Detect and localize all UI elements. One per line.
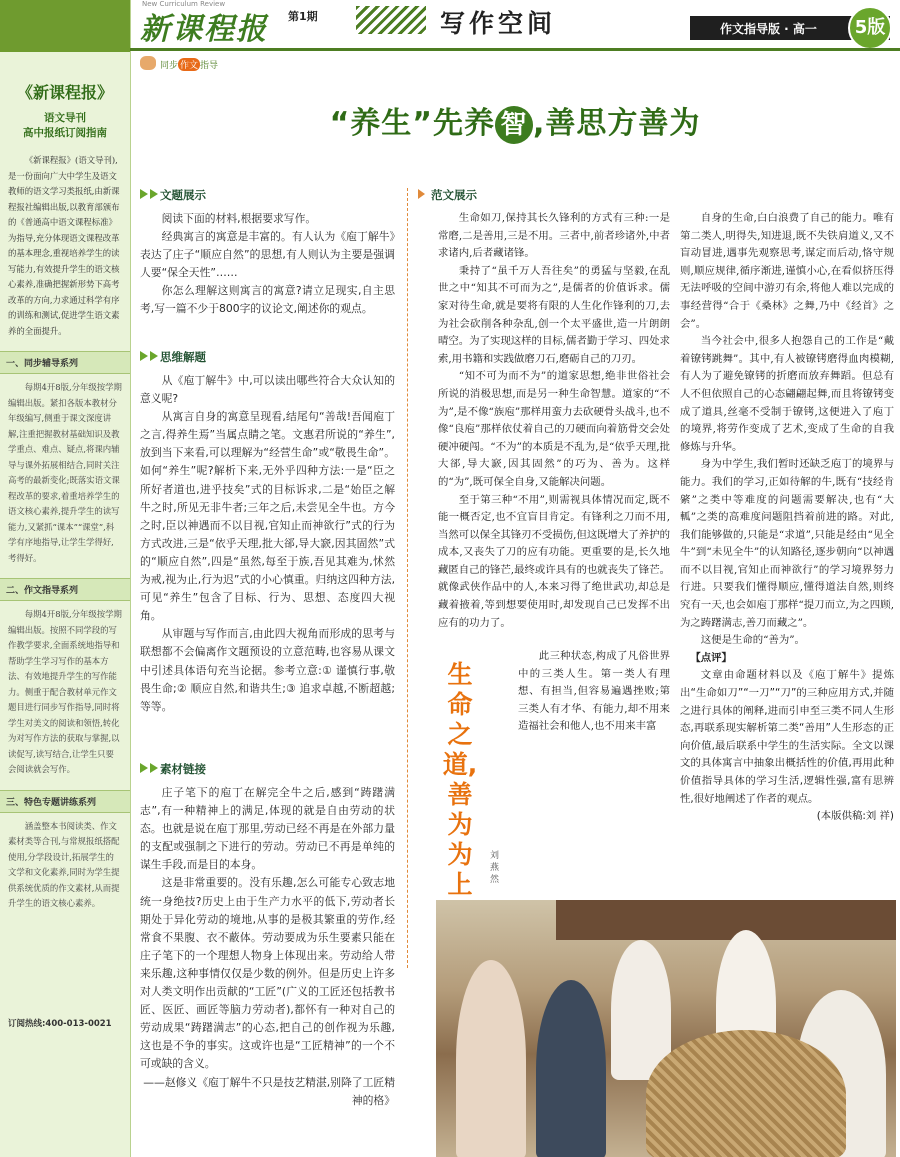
credit: (本版供稿:刘 祥) [816, 810, 894, 823]
triangle-icon [150, 763, 158, 773]
header-rule [130, 48, 900, 51]
paragraph: 从《庖丁解牛》中,可以读出哪些符合大众认知的意义呢? [140, 374, 395, 406]
sidebar-title: 《新课程报》 [16, 83, 113, 102]
paragraph: 从寓言自身的寓意呈现看,结尾句“善哉!吾闻庖丁之言,得养生焉”当属点睛之笔。文惠君所说的“养生”,放到当下来看,可以理解为“经营生命”或“敬畏生命”。如何“养生”呢?解析下来,无外乎四种方法:一是“臣之所好者道也,进乎技矣”式的目标诉求,二是“始臣之解牛之时,所见无非牛者;三年之后,未尝见全牛也。方今之时,臣以神遇而不以目视,官知止而神欲行”式的行为方式改进,三是“依乎天理,批大郤,导大窾,因其固然”式的“顺应自然”,四是“虽然,每至于族,吾见其难为,怵然为戒,视为止,行为迟”式的小心慎重。归纳这四种方法,可见“养生”包含了目标、行为、思想、态度四大视角。 [140, 410, 395, 623]
paragraph: “知不可为而不为”的道家思想,绝非世俗社会所说的消极思想,而是另一种生命智慧。道家的“不为”,是不像“族庖”那样用蛮力去砍硬骨头战斗,也不像“良庖”那样依仗着自己的刀硬而向着筋骨交会处硬冲硬闯。“不为”的本质是不乱为,是“依乎天理,批大郤,导大窾,因其固然”的巧为、善为。这样的“为”,既可保全自身,又能解决问题。 [438, 370, 670, 488]
comment-text: 文章由命题材料以及《庖丁解牛》提炼出“生命如刀”“一刀”“刀”的三种应用方式,并随之进行具体的阐释,进而引申至三类不同人生形态,再联系现实解析第二类“善用”人生形态的正向价值,最后联系中学生的生活实际。全文以课文的具体寓言中抽象出概括性的价值,再用此种价值指导具体的学习生活,逻辑性强,富有思辨性,很好地阐述了作者的观点。 [680, 669, 894, 805]
section-title: 文题展示 [160, 188, 206, 202]
sidebar-section-title: 三、特色专题讲练系列 [0, 790, 130, 813]
page-header [130, 0, 900, 52]
section-heading-material [140, 760, 206, 778]
photo-person [456, 960, 526, 1157]
paragraph: 经典寓言的寓意是丰富的。有人认为《庖丁解牛》表达了庄子“顺应自然”的思想,有人则认为主要是强调人要“保全天性”…… [140, 230, 395, 280]
brand-english: New Curriculum Review [142, 0, 226, 8]
sidebar-subtitle-2: 高中报纸订阅指南 [23, 127, 107, 139]
paragraph: 阅读下面的材料,根据要求写作。 [161, 212, 317, 225]
triangle-icon [140, 763, 148, 773]
sidebar-section-title: 一、同步辅导系列 [0, 351, 130, 374]
subscription-hotline: 订阅热线:400-013-0021 [8, 1019, 112, 1029]
sidebar-section-text: 每期4开8版,分年级按学期编辑出版。紧扣各版本教材分年级编写,侧重于课文深度讲解,注重把握教材基础知识及教学重点、难点、疑点,将课内辅导与课外拓展相结合,同时关注高考的最新变化;既落实语文课程改革的要求,着重培养学生的语文核心素养,提升学生的读写能力,又紧抓“课本”“课堂”,科学有序地指导,让学生学得好,考得好。 [8, 382, 122, 563]
essay-column-2 [680, 210, 894, 826]
triangle-icon [150, 351, 158, 361]
sidebar [0, 0, 131, 1157]
paragraph: 庄子笔下的庖丁在解完全牛之后,感到“踌躇满志”,有一种精神上的满足,体现的就是自由劳动的状态。也就是说在庖丁那里,劳动已经不再是在外部力量的支配或强制之下进行的劳动。劳动已不再是单纯的谋生手段,而是目的本身。 [140, 786, 395, 872]
sidebar-subtitle: 语文导刊 [44, 112, 86, 124]
material-text [140, 784, 395, 1110]
section-heading-essay [418, 186, 477, 204]
headline-highlight: 智 [495, 106, 533, 144]
sidebar-section-text: 每期4开8版,分年级按学期编辑出版。按照不同学段的写作教学要求,全面系统地指导和帮助学生学习写作的基本方法、有效地提升学生的写作能力。侧重于配合教材单元作文题目进行同步写作指导,同时将学生对美文的阅读和领悟,转化为对写作方法的获取与掌握,以读促写,读写结合,让学生只要会阅读就会写作。 [8, 609, 122, 774]
essay-column-1-continued [518, 648, 670, 736]
headline [130, 98, 900, 144]
section-title: 思维解题 [160, 350, 206, 364]
guide-suffix: 指导 [200, 61, 219, 71]
think-text [140, 372, 395, 716]
paragraph: 当今社会中,很多人抱怨自己的工作是“戴着镣铐跳舞”。其中,有人被镣铐磨得血肉模糊,有人为了避免镣铐的折磨而放弃舞蹈。但总有人不但依照自己的心态翩翩起舞,而且将镣铐变成了道具,丝毫不受制于镣铐,这便进入了庖丁的境界,将劳作变成了艺术,变成了生命的自我修炼与升华。 [680, 335, 894, 453]
issue-number: 第1期 [288, 10, 318, 23]
photo-person [536, 980, 606, 1157]
photo-basket [646, 1030, 846, 1157]
sidebar-section-text: 涵盖整本书阅读类、作文素材类等合刊,与常规报纸搭配使用,分学段设计,拓展学生的文学和文化素养,同时为学生提供系统优质的作文素材,从而提升学生的语文核心素养。 [8, 820, 120, 908]
paragraph: 至于第三种“不用”,则需视具体情况而定,既不能一概否定,也不宜盲目肯定。有锋利之刀而不用,当然可以保全其锋刃不受损伤,但这既增大了养护的成本,又丧失了刀的应有功能。更重要的是,长久地藏匿自己的锋芒,最终或许具有的也就丧失了锋芒。就像武侠作品中的人,本来习得了绝世武功,却总是藏着掖着,等到想要使用时,却发现自己已发挥不出应有的功力了。 [438, 493, 670, 629]
section-title: 范文展示 [431, 188, 477, 202]
paragraph: 秉持了“虽千万人吾往矣”的勇猛与坚毅,在乱世之中“知其不可而为之”,是儒者的价值诉求。儒家对待生命,就是要将有限的人生化作锋利的刀,去为社会砍削各种杂乱,创一个太平盛世,造一片朗朗晴空。为了实现这样的目标,儒者勤于学习、四处求索,用书籍和实践做磨刀石,磨砺自己的刀刃。 [438, 264, 670, 365]
column-name: 写作空间 [440, 9, 557, 38]
sidebar-masthead [0, 0, 130, 52]
section-heading-think [140, 348, 206, 366]
essay-column-1 [438, 210, 670, 632]
paragraph: 自身的生命,白白浪费了自己的能力。唯有第二类人,明得失,知进退,既不失铁肩道义,又不盲动冒进,遇事先观察思考,谋定而后动,恪守规则,顺应规律,循序渐进,谨慎小心,在看似挤压得无法呼吸的空间中游刃有余,将他人难以完成的事经营得“合于《桑林》之舞,乃中《经首》之会”。 [680, 212, 894, 330]
paragraph: 这便是生命的“善为”。 [700, 634, 805, 647]
sidebar-section-title: 二、作文指导系列 [0, 578, 130, 601]
section-title: 素材链接 [160, 762, 206, 776]
brand-logo: 新课程报 [140, 12, 268, 47]
section-guide-label [160, 58, 218, 71]
triangle-icon [150, 189, 158, 199]
triangle-icon [140, 351, 148, 361]
paragraph: 从审题与写作而言,由此四大视角而形成的思考与联想都不会偏离作文题预设的立意范畴,也容易从课文中引述具体语句充当论据。参考立意:① 谨慎行事,敬畏生命;② 顺应自然,和谐共生;③ 追求卓越,不断超越;等等。 [140, 627, 395, 713]
prompt-text [140, 210, 395, 319]
column-divider [407, 188, 408, 968]
page-number-badge: 5版 [848, 6, 892, 50]
headline-part-1: “养生”先养 [329, 106, 496, 141]
guide-highlight: 作文 [178, 58, 200, 71]
triangle-icon [140, 189, 148, 199]
edition-label: 作文指导版 · 高一 [720, 22, 817, 36]
paragraph: 此三种状态,构成了凡俗世界中的三类人生。第一类人有理想、有担当,但容易遍遇挫败;第三类人有才华、有能力,却不用来造福社会和他人,也不用来丰富 [518, 650, 670, 733]
headline-part-2: ,善思方善为 [533, 106, 701, 141]
source-citation: ——赵修义《庖丁解牛不只是技艺精湛,别降了工匠精神的格》 [143, 1075, 395, 1107]
photo-roof [556, 900, 896, 940]
guide-prefix: 同步 [160, 61, 179, 71]
essay-author: 刘燕然 [490, 851, 500, 885]
header-stripes [356, 6, 426, 34]
illustration-photo [436, 900, 896, 1157]
sidebar-intro: 《新课程报》(语文导刊),是一份面向广大中学生及语文教师的语文学习类报纸,由新课程报社编辑出版,以教育部颁布的《普通高中语文课程标准》为指导,充分体现语文课程改革的基本理念,重视培养学生的读写能力,有效提升学生的语文核心素养,准确把握新形势下高考改革的方向,力求通过科学有序的训练和测试,促进学生语文素养的全面提升。 [8, 155, 120, 336]
comment-heading: 【点评】 [690, 651, 732, 664]
section-heading-prompt [140, 186, 206, 204]
essay-vertical-title: 生命之道,善为为上 [442, 660, 478, 899]
triangle-icon [418, 189, 425, 199]
paragraph: 这是非常重要的。没有乐趣,怎么可能专心致志地统一身绝技?历史上由于生产力水平的低下,劳动者长期处于异化劳动的境地,从事的是极其繁重的劳作,经常食不果腹、衣不蔽体。劳动要成为乐生要素只能在庄子笔下的一个理想人物身上体现出来。劳动给人带来乐趣,这种事情仅仅是少数的例外。但是历史上许多对人类文明作出贡献的“工匠”(广义的工匠还包括教书匠、医匠、画匠等脑力劳动者),都怀有一种对自己的劳动成果“踌躇满志”的心态,把自己的创作视为乐趣,这也是不争的事实。这或许也是“工匠精神”的一个不可或缺的含义。 [140, 876, 395, 1071]
pig-mascot-icon [140, 56, 156, 70]
paragraph: 生命如刀,保持其长久锋利的方式有三种:一是常磨,二是善用,三是不用。三者中,前者珍诸外,中者求诸内,后者藏诸锋。 [438, 212, 670, 260]
paragraph: 身为中学生,我们暂时还缺乏庖丁的境界与能力。我们的学习,正如待解的牛,既有“技经肯綮”之类中等难度的问题需要解决,也有“大軱”之类的高难度问题阻挡着前进的路。对此,我们能够做的,只能是“求道”,只能是经由“见全牛”到“未见全牛”的认知路径,逐步朝向“以神遇而不以目视,官知止而神欲行”的学习境界努力行进。只要我们懂得顺应,懂得道法自然,则终究有一天,也会如庖丁那样“提刀而立,为之四顾,为之踌躇满志,善刀而藏之”。 [680, 458, 894, 629]
paragraph: 你怎么理解这则寓言的寓意?请立足现实,自主思考,写一篇不少于800字的议论文,阐述你的观点。 [140, 284, 395, 316]
